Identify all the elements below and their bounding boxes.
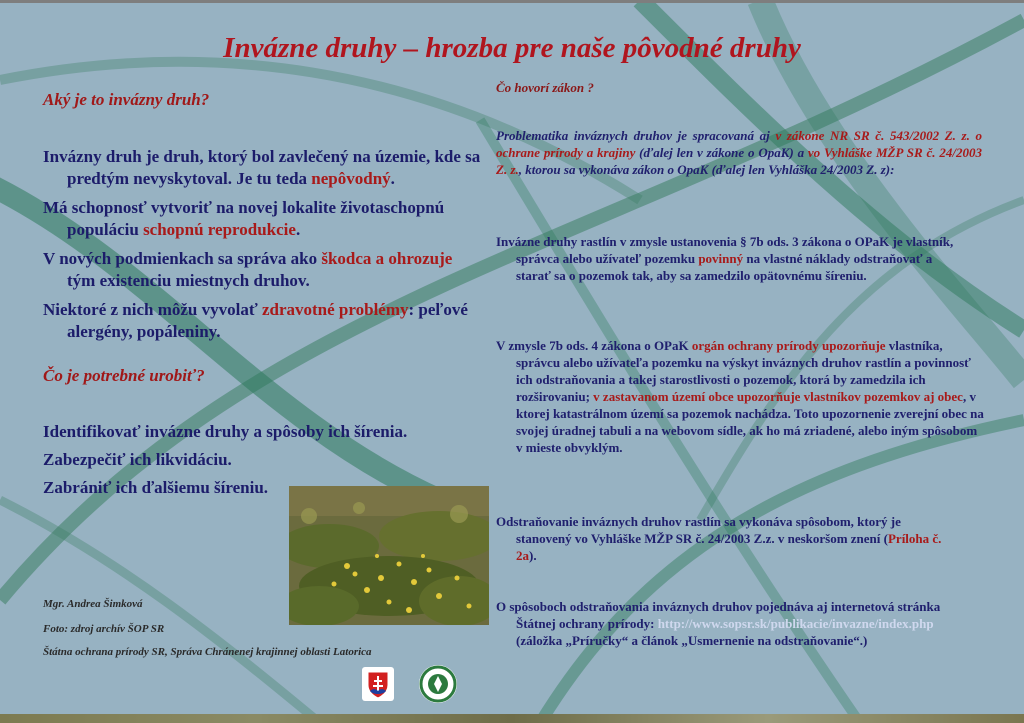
question-what-to-do: Čo je potrebné urobiť? bbox=[43, 366, 205, 385]
top-border bbox=[0, 0, 1024, 3]
law-paragraph: Problematika inváznych druhov je spracovaná aj v zákone NR SR č. 543/2002 Z. z. o ochrane prírody a krajiny (ďalej len v zákone o OpaK) a vo Vyhláške MŽP SR č. 24/2003 Z. z., ktorou sa vykonáva zákon o OpaK (ďalej len Vyhláška 24/2003 Z. z): bbox=[496, 128, 983, 177]
credit-photo: Foto: zdroj archív ŠOP SR bbox=[43, 623, 165, 635]
action-item: Zabezpečiť ich likvidáciu. bbox=[43, 450, 232, 469]
credit-organization: Štátna ochrana prírody SR, Správa Chránenej krajinnej oblasti Latorica bbox=[43, 646, 372, 658]
sopsr-link[interactable]: http://www.sopsr.sk/publikacie/invazne/index.php bbox=[657, 616, 934, 631]
slovak-coat-of-arms-logo bbox=[362, 667, 394, 706]
sop-sr-round-logo bbox=[418, 664, 458, 709]
meadow-illustration bbox=[289, 486, 489, 625]
definition-item: Má schopnosť vytvoriť na novej lokalite životaschopnú populáciu schopnú reprodukcie. bbox=[43, 198, 445, 239]
notification-paragraph: V zmysle 7b ods. 4 zákona o OPaK orgán ochrany prírody upozorňuje vlastníka, správcu alebo užívateľa pozemku na výskyt inváznych druhov rastlín a povinnosť ich odstraňovania a takej starostlivosti o pozemok, ktorá by zamedzila ich rozširovaniu; v zastavanom území obce upozorňuje vlastníkov pozemkov aj obec, v ktorej katastrálnom území sa pozemok nachádza. Toto upozornenie zverejní obec na svojej úradnej tabuli a na webovom sídle, ak ho má zriadené, alebo iným spôsobom v mieste obvyklým. bbox=[496, 338, 984, 455]
action-item: Zabrániť ich ďalšiemu šíreniu. bbox=[43, 478, 269, 497]
definition-item: Invázny druh je druh, ktorý bol zavlečený na územie, kde sa predtým nevyskytoval. Je tu teda nepôvodný. bbox=[43, 147, 481, 188]
definition-item: V nových podmienkach sa správa ako škodca a ohrozuje tým existenciu miestnych druhov. bbox=[43, 249, 453, 290]
question-what-is-invasive: Aký je to invázny druh? bbox=[43, 90, 210, 109]
obligation-paragraph: Invázne druhy rastlín v zmysle ustanovenia § 7b ods. 3 zákona o OPaK je vlastník, správca alebo užívateľ pozemku povinný na vlastné náklady odstraňovať a starať sa o pozemok tak, aby sa zamedzilo opätovnému šíreniu. bbox=[496, 234, 954, 283]
coat-of-arms-icon bbox=[362, 667, 394, 701]
removal-paragraph: Odstraňovanie inváznych druhov rastlín sa vykonáva spôsobom, ktorý je stanovený vo Vyhláške MŽP SR č. 24/2003 Z.z. v neskoršom znení (Príloha č. 2a). bbox=[496, 514, 942, 563]
invasive-plants-photo bbox=[289, 486, 489, 625]
question-what-law-says: Čo hovorí zákon ? bbox=[496, 80, 594, 95]
sop-logo-icon bbox=[418, 664, 458, 704]
credit-author: Mgr. Andrea Šimková bbox=[43, 598, 143, 610]
website-paragraph: O spôsoboch odstraňovania inváznych druhov pojednáva aj internetová stránka Štátnej ochrany prírody: http://www.sopsr.sk/publikacie/invazne/index.php (záložka „Príručky“ a článok „Usmernenie na odstraňovanie“.) bbox=[496, 599, 941, 648]
page-title: Invázne druhy – hrozba pre naše pôvodné druhy bbox=[223, 32, 801, 64]
bottom-strip bbox=[0, 714, 1024, 723]
action-item: Identifikovať invázne druhy a spôsoby ich šírenia. bbox=[43, 422, 408, 441]
definition-item: Niektoré z nich môžu vyvolať zdravotné problémy: peľové alergény, popáleniny. bbox=[43, 300, 468, 341]
left-definition-list bbox=[43, 146, 483, 343]
